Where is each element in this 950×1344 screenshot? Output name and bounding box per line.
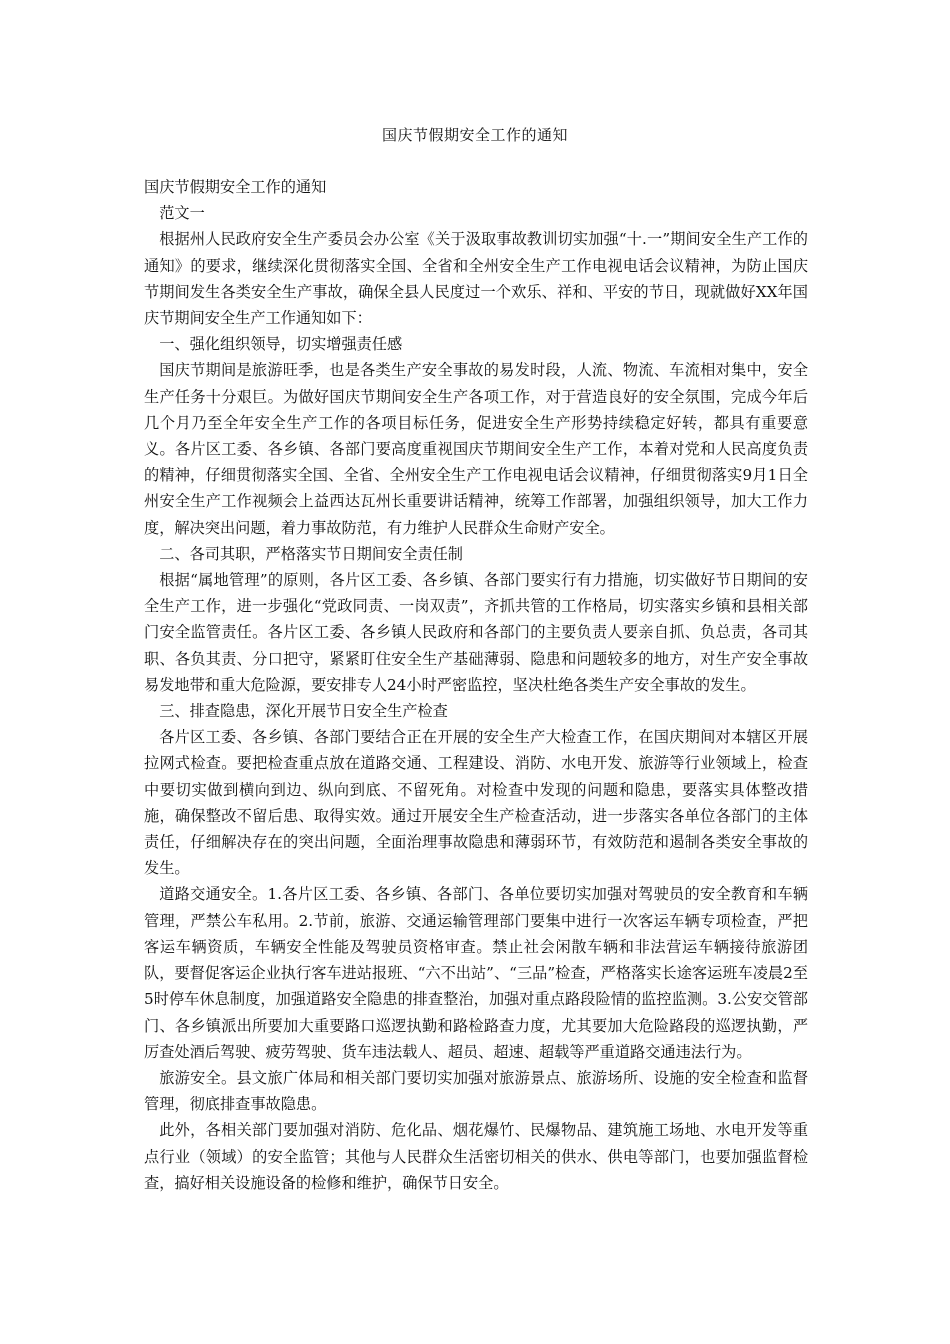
section-heading-3: 三、排查隐患，深化开展节日安全生产检查 (159, 702, 448, 721)
paragraph-road-safety: 道路交通安全。1.各片区工委、各乡镇、各部门、各单位要切实加强对驾驶员的安全教育和车辆管理，严禁公车私用。2.节前，旅游、交通运输管理部门要集中进行一次客运车辆专项检查，严把客运车辆资质，车辆安全性能及驾驶员资格审查。禁止社会闲散车辆和非法营运车辆接待旅游团队，要督促客运企业执行客车进站报班、“六不出站”、“三品”检查，严格落实长途客运班车凌晨2至5时停车休息制度，加强道路安全隐患的排查整治，加强对重点路段险情的监控监测。3.公安交管部门、各乡镇派出所要加大重要路口巡逻执勤和路检路查力度，尤其要加大危险路段的巡逻执勤，严厉查处酒后驾驶、疲劳驾驶、货车违法载人、超员、超速、超载等严重道路交通违法行为。 (144, 885, 808, 1061)
section-heading-2: 二、各司其职，严格落实节日期间安全责任制 (159, 544, 463, 563)
section-heading-1: 一、强化组织领导，切实增强责任感 (159, 335, 403, 354)
document-subtitle: 国庆节假期安全工作的通知 (144, 178, 327, 196)
paragraph-intro: 根据州人民政府安全生产委员会办公室《关于汲取事故教训切实加强“十.一”期间安全生产工作的通知》的要求，继续深化贯彻落实全国、全省和全州安全生产工作电视电话会议精神，为防止国庆节期间发生各类安全生产事故，确保全县人民度过一个欢乐、祥和、平安的节日，现就做好XX年国庆节期间安全生产工作通知如下： (144, 230, 808, 328)
paragraph-tourism-safety: 旅游安全。县文旅广体局和相关部门要切实加强对旅游景点、旅游场所、设施的安全检查和监督管理，彻底排查事故隐患。 (144, 1068, 808, 1114)
paragraph-section-3: 各片区工委、各乡镇、各部门要结合正在开展的安全生产大检查工作，在国庆期间对本辖区开展拉网式检查。要把检查重点放在道路交通、工程建设、消防、水电开发、旅游等行业领域上，检查中要切实做到横向到边、纵向到底、不留死角。对检查中发现的问题和隐患，要落实具体整改措施，确保整改不留后患、取得实效。通过开展安全生产检查活动，进一步落实各单位各部门的主体责任，仔细解决存在的突出问题，全面治理事故隐患和薄弱环节，有效防范和遏制各类安全事故的发生。 (144, 728, 808, 878)
document-title: 国庆节假期安全工作的通知 (381, 126, 568, 144)
sample-label: 范文一 (159, 204, 205, 223)
paragraph-other-safety: 此外，各相关部门要加强对消防、危化品、烟花爆竹、民爆物品、建筑施工场地、水电开发等重点行业（领域）的安全监管；其他与人民群众生活密切相关的供水、供电等部门，也要加强监督检查，搞好相关设施设备的检修和维护，确保节日安全。 (144, 1121, 808, 1192)
paragraph-section-2: 根据“属地管理”的原则，各片区工委、各乡镇、各部门要实行有力措施，切实做好节日期间的安全生产工作，进一步强化“党政同责、一岗双责”，齐抓共管的工作格局，切实落实乡镇和县相关部门安全监管责任。各片区工委、各乡镇人民政府和各部门的主要负责人要亲自抓、负总责，各司其职、各负其责、分口把守，紧紧盯住安全生产基础薄弱、隐患和问题较多的地方，对生产安全事故易发地带和重大危险源，要安排专人24小时严密监控，坚决杜绝各类生产安全事故的发生。 (144, 571, 808, 694)
paragraph-section-1: 国庆节期间是旅游旺季，也是各类生产安全事故的易发时段，人流、物流、车流相对集中，安全生产任务十分艰巨。为做好国庆节期间安全生产各项工作，对于营造良好的安全氛围，完成今年后几个月乃至全年安全生产工作的各项目标任务，促进安全生产形势持续稳定好转，都具有重要意义。各片区工委、各乡镇、各部门要高度重视国庆节期间安全生产工作，本着对党和人民高度负责的精神，仔细贯彻落实全国、全省、全州安全生产工作电视电话会议精神，仔细贯彻落实9月1日全州安全生产工作视频会上益西达瓦州长重要讲话精神，统筹工作部署，加强组织领导，加大工作力度，解决突出问题，着力事故防范，有力维护人民群众生命财产安全。 (144, 361, 808, 537)
document-body (144, 174, 808, 1196)
